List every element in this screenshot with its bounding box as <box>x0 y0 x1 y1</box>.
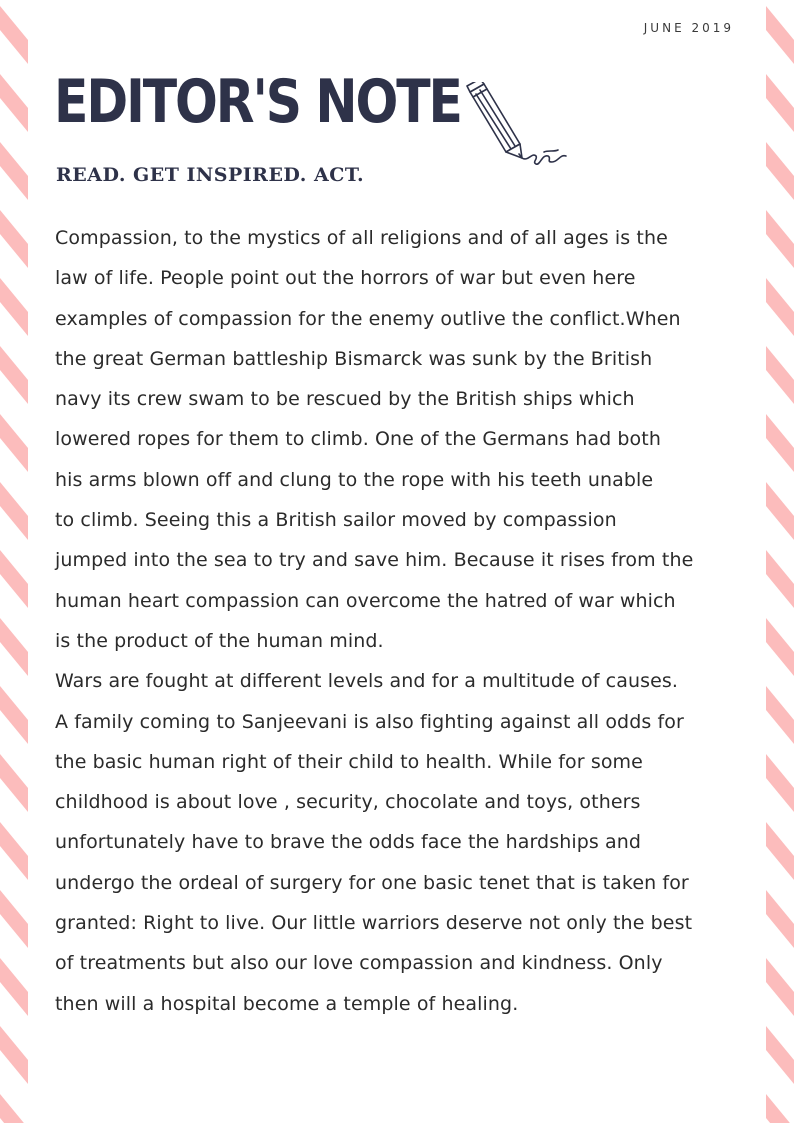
body-line: to climb. Seeing this a British sailor moved by compassion <box>55 509 617 532</box>
left-striped-border <box>0 0 28 1123</box>
body-line: of treatments but also our love compassion and kindness. Only <box>55 952 663 975</box>
body-line: childhood is about love , security, chocolate and toys, others <box>55 791 641 814</box>
editor-note-body <box>55 218 725 1024</box>
body-line: the basic human right of their child to health. While for some <box>55 750 643 773</box>
subtitle-tagline: READ. GET INSPIRED. ACT. <box>56 164 365 186</box>
body-line: is the product of the human mind. <box>55 629 384 652</box>
body-line: examples of compassion for the enemy outlive the conflict.When <box>55 307 681 330</box>
body-line: navy its crew swam to be rescued by the British ships which <box>55 388 635 411</box>
body-line: unfortunately have to brave the odds face the hardships and <box>55 831 642 854</box>
body-line: the great German battleship Bismarck was sunk by the British <box>55 347 653 370</box>
body-line: lowered ropes for them to climb. One of the Germans had both <box>55 428 661 451</box>
body-line: Compassion, to the mystics of all religions and of all ages is the <box>55 227 668 249</box>
body-line: his arms blown off and clung to the rope with his teeth unable <box>55 468 654 491</box>
body-line: granted: Right to live. Our little warriors deserve not only the best <box>55 912 693 935</box>
body-line: jumped into the sea to try and save him. Because it rises from the <box>55 549 694 572</box>
body-line: Wars are fought at different levels and for a multitude of causes. <box>55 670 679 693</box>
body-line: law of life. People point out the horrors of war but even here <box>55 267 636 290</box>
pencil-icon <box>462 82 572 168</box>
body-line: human heart compassion can overcome the hatred of war which <box>55 589 676 612</box>
right-striped-border <box>766 0 794 1123</box>
body-line: then will a hospital become a temple of healing. <box>55 992 519 1015</box>
body-line: A family coming to Sanjeevani is also fighting against all odds for <box>55 710 684 733</box>
body-line: undergo the ordeal of surgery for one basic tenet that is taken for <box>55 871 689 894</box>
issue-date: JUNE 2019 <box>643 21 734 35</box>
page-title: EDITOR'S NOTE <box>54 67 461 137</box>
